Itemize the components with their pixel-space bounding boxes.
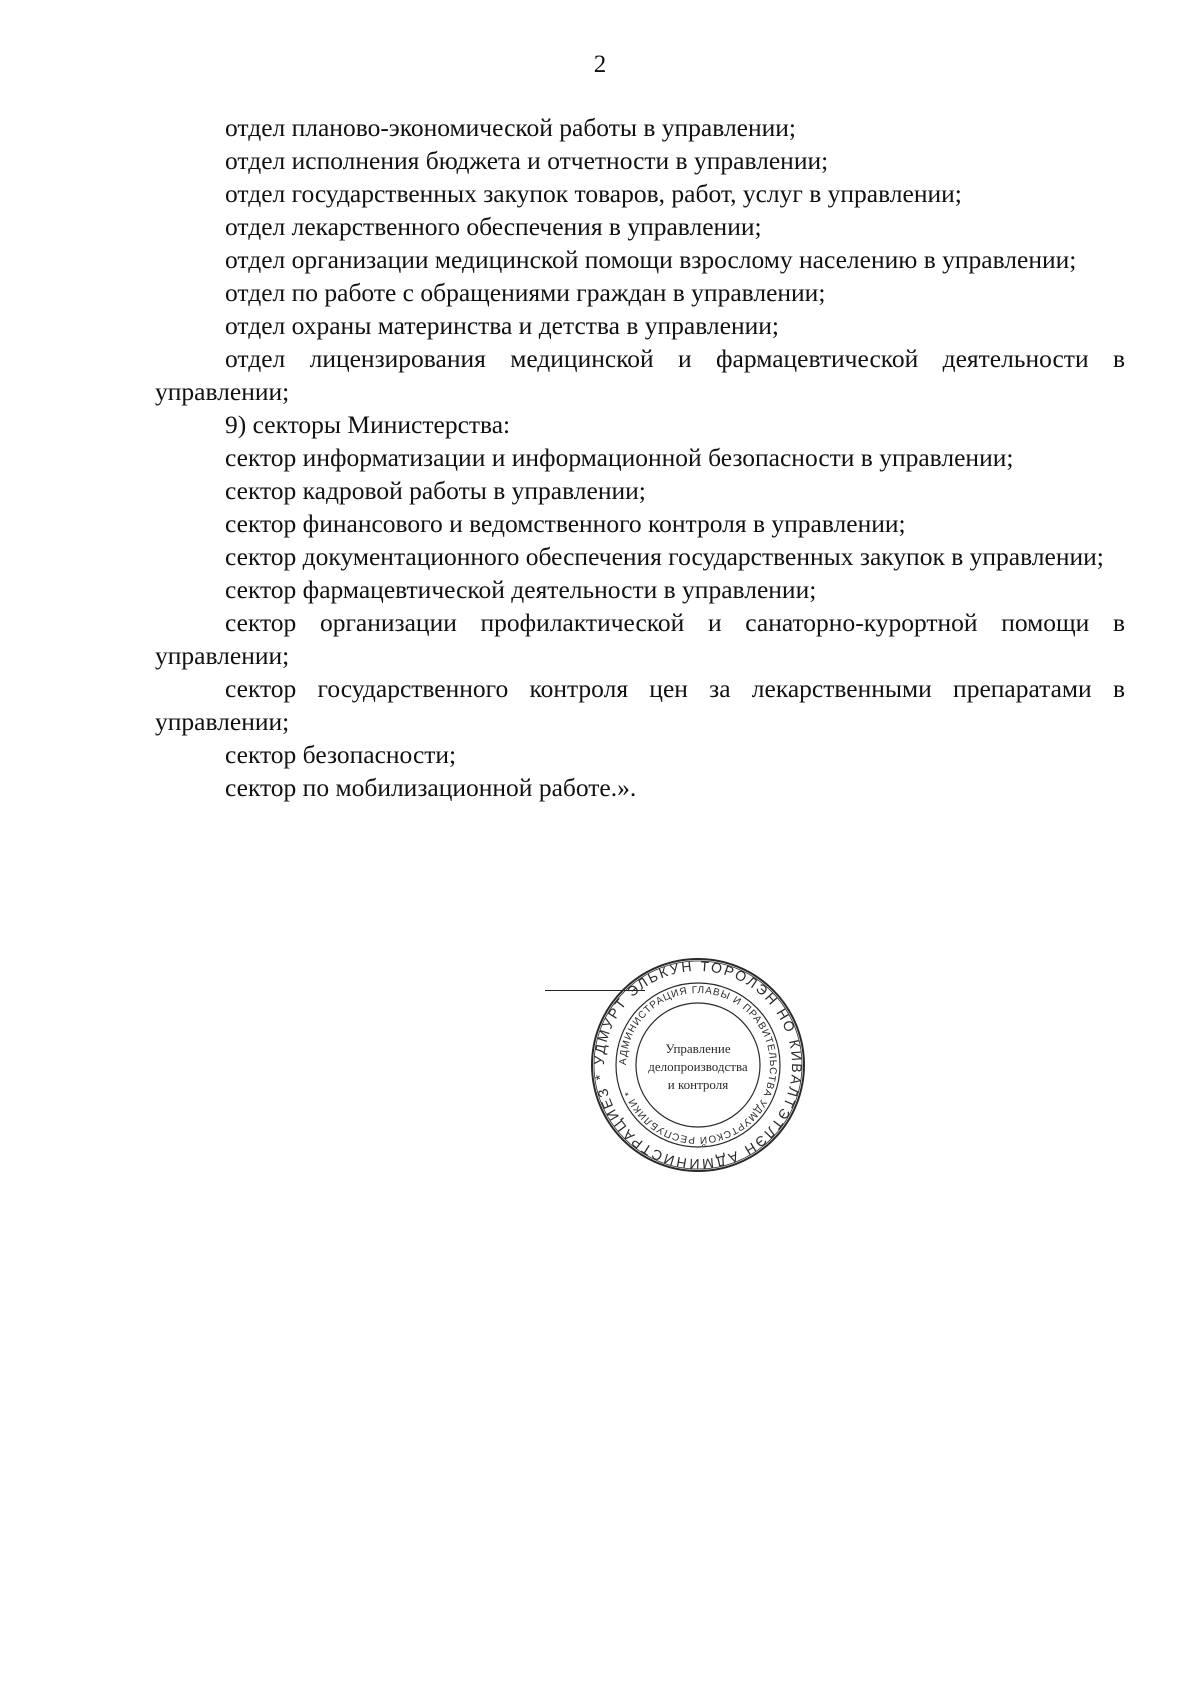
stamp-center-line: и контроля xyxy=(667,1077,729,1092)
list-item: отдел исполнения бюджета и отчетности в управлении; xyxy=(225,146,829,175)
list-item: отдел планово-экономической работы в управлении; xyxy=(225,113,797,142)
list-item: отдел лекарственного обеспечения в управлении; xyxy=(225,212,762,241)
stamp-outer-text: УДМУРТ ЭЛЬКУН ТОРОЛЭН НО КИВАЛТЭТЛЭН АДМИНИСТРАЦИЕЗ * xyxy=(590,957,806,1173)
list-item: сектор по мобилизационной работе.». xyxy=(225,773,637,802)
page-number: 2 xyxy=(593,51,607,78)
list-item: сектор государственного контроля цен за лекарственными препаратами в управлении; xyxy=(155,674,1125,736)
list-item: сектор кадровой работы в управлении; xyxy=(225,476,646,505)
list-item: сектор финансового и ведомственного контроля в управлении; xyxy=(225,509,906,538)
list-item: сектор документационного обеспечения государственных закупок в управлении; xyxy=(225,542,1104,571)
official-stamp xyxy=(588,955,808,1175)
list-item: сектор фармацевтической деятельности в управлении; xyxy=(225,575,817,604)
list-item: отдел государственных закупок товаров, работ, услуг в управлении; xyxy=(225,179,962,208)
list-item: сектор информатизации и информационной безопасности в управлении; xyxy=(225,443,1014,472)
list-item: отдел охраны материнства и детства в управлении; xyxy=(225,311,779,340)
list-item: сектор безопасности; xyxy=(225,740,457,769)
list-item: отдел по работе с обращениями граждан в управлении; xyxy=(225,278,826,307)
list-item: сектор организации профилактической и санаторно-курортной помощи в управлении; xyxy=(155,608,1125,670)
stamp-center-line: делопроизводства xyxy=(648,1059,748,1074)
stamp-center-line: Управление xyxy=(665,1041,731,1056)
section-heading: 9) секторы Министерства: xyxy=(225,410,511,439)
list-item: отдел организации медицинской помощи взрослому населению в управлении; xyxy=(225,245,1077,274)
document-body xyxy=(155,111,1125,804)
stamp-inner-text: АДМИНИСТРАЦИЯ ГЛАВЫ И ПРАВИТЕЛЬСТВА УДМУРТСКОЙ РЕСПУБЛИКИ * xyxy=(617,984,779,1146)
list-item: отдел лицензирования медицинской и фармацевтической деятельности в управлении; xyxy=(155,344,1125,406)
